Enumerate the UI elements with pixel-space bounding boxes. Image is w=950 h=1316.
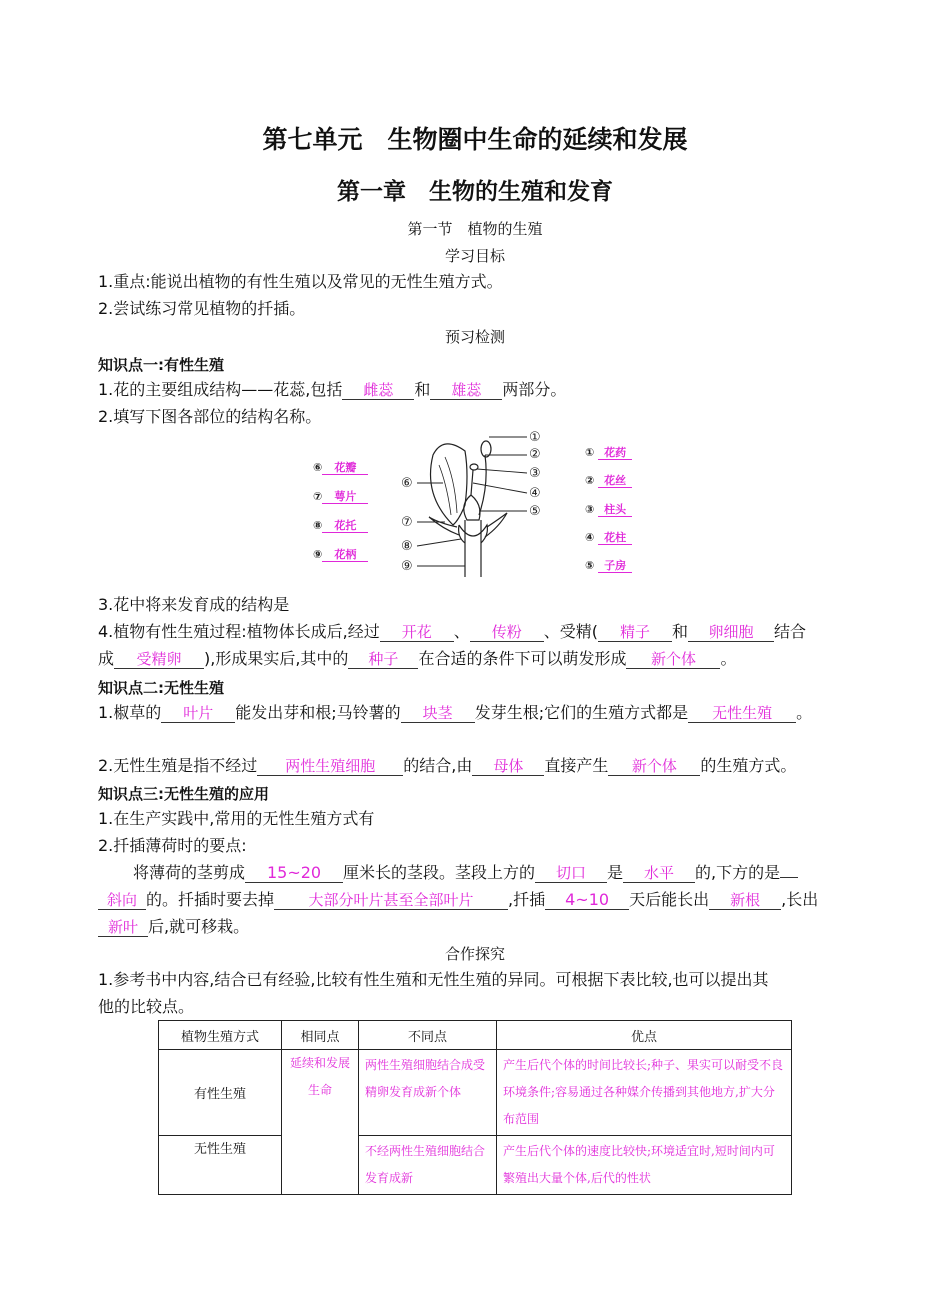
question-text: 天后能长出 — [629, 890, 710, 909]
table-cell: 产生后代个体的时间比较长;种子、果实可以耐受不良环境条件;容易通过各种媒介传播到其他地方,扩大分布范围 — [497, 1050, 792, 1136]
answer-blank[interactable]: 两性生殖细胞 — [257, 757, 403, 776]
answer-blank[interactable]: 切口 — [535, 864, 607, 883]
table-header: 植物生殖方式 — [159, 1021, 282, 1050]
diagram-num-3: ③ — [529, 466, 541, 481]
answer-blank[interactable]: 花丝 — [598, 474, 632, 488]
answer-blank[interactable]: 花瓣 — [322, 461, 368, 475]
inquiry-question: 他的比较点。 — [98, 997, 195, 1016]
figure-label-1: ① 花药 — [585, 446, 632, 460]
question-text: 1.花的主要组成结构——花蕊,包括 — [98, 380, 343, 399]
question-9-line1 — [133, 863, 798, 883]
answer-blank[interactable]: 新个体 — [626, 650, 720, 669]
question-text: 4.植物有性生殖过程:植物体长成后,经过 — [98, 622, 380, 641]
answer-blank[interactable]: 花柄 — [322, 548, 368, 562]
table-cell: 不经两性生殖细胞结合发育成新 — [359, 1136, 497, 1195]
diagram-num-4: ④ — [529, 486, 541, 501]
answer-blank[interactable]: 雄蕊 — [430, 381, 502, 400]
question-3: 3.花中将来发育成的结构是 — [98, 595, 290, 614]
question-text: 1.椒草的 — [98, 703, 162, 722]
answer-blank[interactable]: 斜向 — [98, 891, 146, 910]
answer-blank[interactable]: 花柱 — [598, 531, 632, 545]
inquiry-heading: 合作探究 — [444, 945, 505, 963]
question-text: 后,就可移栽。 — [148, 917, 250, 936]
figure-label-7: ⑦ 萼片 — [313, 490, 368, 504]
diagram-num-7: ⑦ — [401, 515, 413, 530]
diagram-num-9: ⑨ — [401, 559, 413, 574]
answer-blank[interactable]: 新个体 — [608, 757, 700, 776]
question-text: ),形成果实后,其中的 — [204, 649, 349, 668]
table-cell: 产生后代个体的速度比较快;环境适宜时,短时间内可繁殖出大量个体,后代的性状 — [497, 1136, 792, 1195]
answer-blank[interactable]: 新叶 — [98, 918, 148, 937]
answer-blank[interactable]: 柱头 — [598, 503, 632, 517]
figure-label-8: ⑧ 花托 — [313, 519, 368, 533]
flower-diagram — [395, 425, 555, 580]
figure-label-5: ⑤ 子房 — [585, 559, 632, 573]
preview-heading: 预习检测 — [444, 328, 505, 346]
figure-label-9: ⑨ 花柄 — [313, 548, 368, 562]
question-text: 厘米长的茎段。茎段上方的 — [343, 863, 536, 882]
answer-blank[interactable]: 新根 — [709, 891, 781, 910]
question-text: 发芽生根;它们的生殖方式都是 — [474, 703, 689, 722]
figure-label-6: ⑥ 花瓣 — [313, 461, 368, 475]
answer-blank[interactable]: 15~20 — [245, 864, 343, 883]
table-cell: 延续和发展生命 — [282, 1050, 359, 1195]
section-title: 第一节 植物的生殖 — [407, 220, 543, 238]
answer-blank[interactable]: 受精卵 — [114, 650, 204, 669]
answer-blank[interactable]: 传粉 — [470, 623, 544, 642]
figure-label-3: ③ 柱头 — [585, 503, 632, 517]
answer-blank[interactable] — [780, 877, 798, 878]
goal-item: 1.重点:能说出植物的有性生殖以及常见的无性生殖方式。 — [98, 272, 503, 291]
diagram-num-5: ⑤ — [529, 504, 541, 519]
answer-blank[interactable]: 块茎 — [401, 704, 475, 723]
question-text: 。 — [720, 649, 737, 668]
question-6 — [98, 756, 796, 776]
diagram-num-8: ⑧ — [401, 539, 413, 554]
question-text: 的,下方的是 — [695, 863, 781, 882]
answer-blank[interactable]: 叶片 — [161, 704, 235, 723]
answer-blank[interactable]: 母体 — [472, 757, 544, 776]
table-row — [159, 1050, 792, 1136]
question-text: 将薄荷的茎剪成 — [133, 863, 246, 882]
question-text: 的生殖方式。 — [700, 756, 797, 775]
question-text: 结合 — [774, 622, 807, 641]
question-8: 2.扦插薄荷时的要点: — [98, 836, 247, 855]
answer-blank[interactable]: 雌蕊 — [342, 381, 414, 400]
question-5 — [98, 703, 812, 723]
answer-blank[interactable]: 子房 — [598, 559, 632, 573]
answer-blank[interactable]: 卵细胞 — [688, 623, 774, 642]
knowledge-point-heading: 知识点二:无性生殖 — [98, 679, 224, 697]
question-4-line2 — [98, 649, 736, 669]
unit-title: 第七单元 生物圈中生命的延续和发展 — [262, 125, 688, 154]
table-cell: 有性生殖 — [159, 1050, 282, 1136]
answer-blank[interactable]: 精子 — [598, 623, 672, 642]
answer-blank[interactable]: 种子 — [348, 650, 418, 669]
knowledge-point-heading: 知识点一:有性生殖 — [98, 356, 224, 374]
chapter-title: 第一章 生物的生殖和发育 — [337, 178, 613, 205]
comparison-table — [158, 1020, 792, 1195]
diagram-num-1: ① — [529, 430, 541, 445]
question-text: 能发出芽和根;马铃薯的 — [235, 703, 401, 722]
question-text: 直接产生 — [544, 756, 609, 775]
diagram-num-6: ⑥ — [401, 476, 413, 491]
table-cell: 两性生殖细胞结合成受精卵发育成新个体 — [359, 1050, 497, 1136]
inquiry-question: 1.参考书中内容,结合已有经验,比较有性生殖和无性生殖的异同。可根据下表比较,也可以提出其 — [98, 970, 769, 989]
question-text: 。 — [796, 703, 813, 722]
question-1 — [98, 380, 566, 400]
question-text: 两部分。 — [502, 380, 567, 399]
question-9-line2 — [98, 890, 818, 910]
answer-blank[interactable]: 花托 — [322, 519, 368, 533]
goals-heading: 学习目标 — [444, 247, 505, 265]
answer-blank[interactable]: 无性生殖 — [688, 704, 796, 723]
question-4-line1 — [98, 622, 806, 642]
question-text: ,长出 — [781, 890, 819, 909]
answer-blank[interactable]: 萼片 — [322, 490, 368, 504]
answer-blank[interactable]: 花药 — [598, 446, 632, 460]
question-text: 、受精( — [543, 622, 599, 641]
question-text: 的结合,由 — [403, 756, 473, 775]
question-text: 是 — [607, 863, 624, 882]
table-header: 不同点 — [359, 1021, 497, 1050]
table-row — [159, 1136, 792, 1195]
knowledge-point-heading: 知识点三:无性生殖的应用 — [98, 785, 269, 803]
question-2: 2.填写下图各部位的结构名称。 — [98, 407, 322, 426]
answer-blank[interactable]: 水平 — [623, 864, 695, 883]
table-cell: 无性生殖 — [159, 1136, 282, 1195]
question-text: 成 — [98, 649, 115, 668]
question-text: 、 — [453, 622, 470, 641]
question-7: 1.在生产实践中,常用的无性生殖方式有 — [98, 809, 375, 828]
question-text: 2.无性生殖是指不经过 — [98, 756, 258, 775]
table-header: 优点 — [497, 1021, 792, 1050]
question-text: 和 — [672, 622, 689, 641]
question-text: 和 — [414, 380, 431, 399]
question-text: 在合适的条件下可以萌发形成 — [418, 649, 627, 668]
figure-label-4: ④ 花柱 — [585, 531, 632, 545]
answer-blank[interactable]: 4~10 — [545, 891, 629, 910]
question-9-line3 — [98, 917, 249, 937]
figure-label-2: ② 花丝 — [585, 474, 632, 488]
question-text: ,扦插 — [508, 890, 546, 909]
table-header: 相同点 — [282, 1021, 359, 1050]
answer-blank[interactable]: 开花 — [380, 623, 454, 642]
goal-item: 2.尝试练习常见植物的扦插。 — [98, 299, 306, 318]
question-text: 的。扦插时要去掉 — [146, 890, 275, 909]
answer-blank[interactable]: 大部分叶片甚至全部叶片 — [274, 891, 508, 910]
diagram-num-2: ② — [529, 447, 541, 462]
